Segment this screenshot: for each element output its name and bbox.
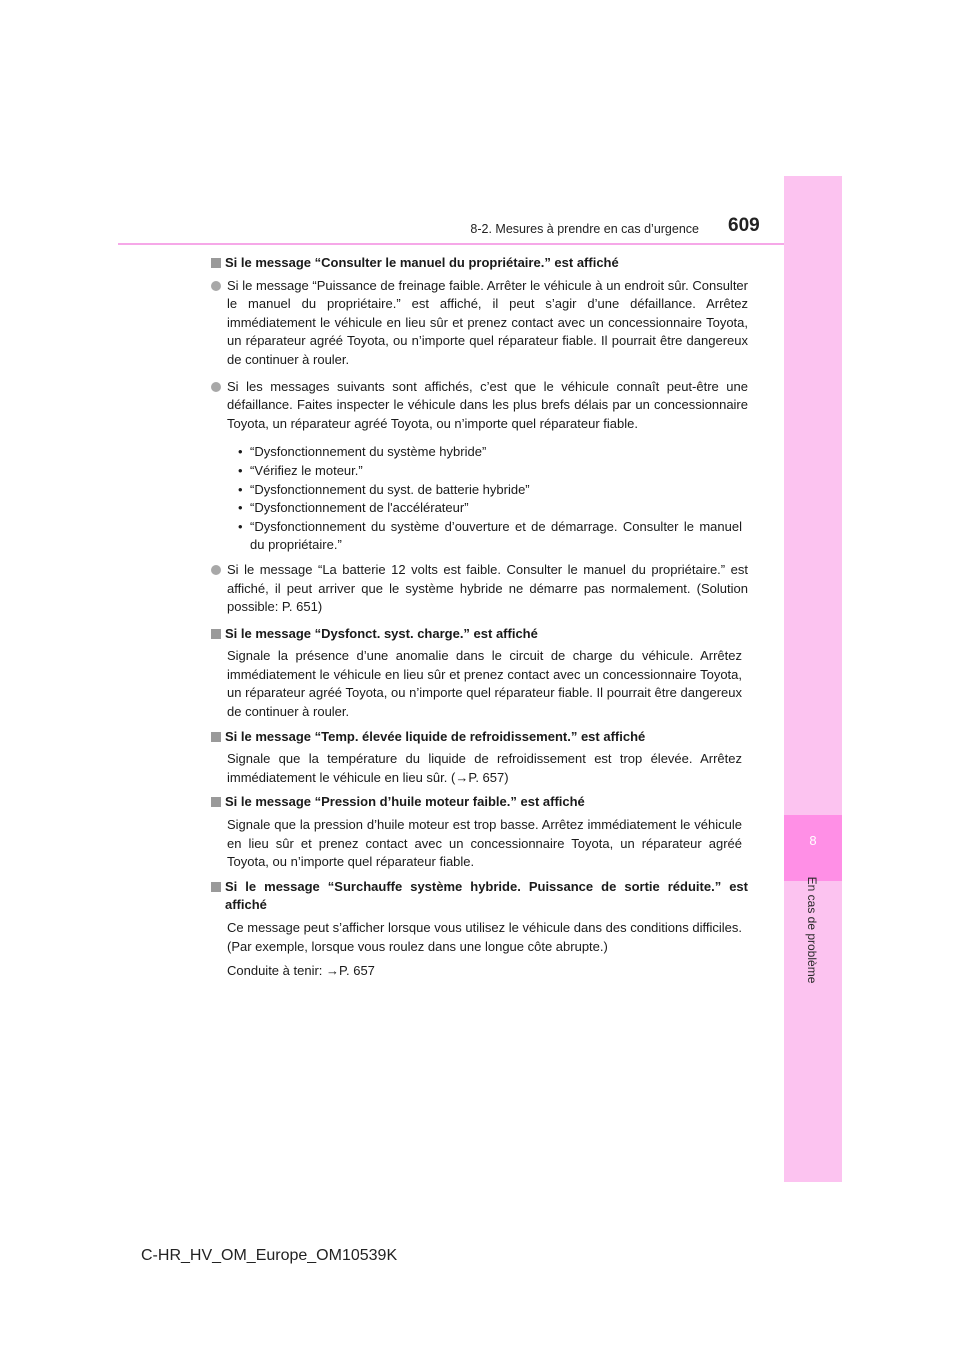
message-list <box>211 443 748 555</box>
list-item: • “Dysfonctionnement du système d’ouverture et de démarrage. Consulter le manuel du propriétaire.” <box>238 518 748 555</box>
chapter-title: En cas de problème <box>805 876 819 984</box>
page-number: 609 <box>728 215 760 236</box>
section-heading: Si le message “Surchauffe système hybride. Puissance de sortie réduite.” est affiché <box>211 878 748 915</box>
chapter-number: 8 <box>809 833 817 848</box>
footer-doc-id: C-HR_HV_OM_Europe_OM10539K <box>141 1247 398 1264</box>
square-bullet-icon <box>211 797 221 807</box>
section-heading: Si le message “Temp. élevée liquide de refroidissement.” est affiché <box>211 728 748 747</box>
square-bullet-icon <box>211 732 221 742</box>
section-text: Ce message peut s’afficher lorsque vous utilisez le véhicule dans des conditions difficiles. (Par exemple, lorsque vous roulez dans une longue côte abrupte.) <box>227 920 742 954</box>
square-bullet-icon <box>211 629 221 639</box>
bullet-item: Si le message “La batterie 12 volts est faible. Consulter le manuel du propriétaire.” est affiché, il peut arriver que le système hybride ne démarre pas normalement. (Solution possible: P. 651) <box>211 561 748 617</box>
list-item: • “Dysfonctionnement du syst. de batterie hybride” <box>238 481 748 500</box>
section-text: Signale que la température du liquide de refroidissement est trop élevée. Arrêtez immédiatement le véhicule en lieu sûr. (→P. 657) <box>227 751 742 785</box>
list-item: • “Dysfonctionnement de l'accélérateur” <box>238 499 748 518</box>
page-content <box>211 250 748 987</box>
header-section: 8-2. Mesures à prendre en cas d’urgence <box>470 222 699 236</box>
square-bullet-icon <box>211 882 221 892</box>
circle-bullet-icon <box>211 565 221 575</box>
section-heading: Si le message “Dysfonct. syst. charge.” est affiché <box>211 625 748 644</box>
section-text: Signale que la pression d’huile moteur est trop basse. Arrêtez immédiatement le véhicule en lieu sûr et prenez contact avec un concessionnaire Toyota, un réparateur agréé Toyota, ou n’importe quel réparateur fiable. <box>227 817 742 870</box>
square-bullet-icon <box>211 258 221 268</box>
circle-bullet-icon <box>211 281 221 291</box>
bullet-item: Si le message “Puissance de freinage faible. Arrêter le véhicule à un endroit sûr. Consulter le manuel du propriétaire.” est affiché, il peut s’agir d’une défaillance. Arrêtez immédiatement le véhicule en lieu sûr et prenez contact avec un concessionnaire Toyota, un réparateur agréé Toyota, ou n’importe quel réparateur fiable. Il pourrait être dangereux de continuer à rouler. <box>211 277 748 370</box>
section-text: Signale la présence d’une anomalie dans le circuit de charge du véhicule. Arrêtez immédiatement le véhicule en lieu sûr et prenez contact avec un concessionnaire Toyota, un réparateur agréé Toyota, ou n’importe quel réparateur fiable. Il pourrait être dangereux de continuer à rouler. <box>227 648 742 720</box>
section-text: Conduite à tenir: →P. 657 <box>227 963 375 979</box>
circle-bullet-icon <box>211 382 221 392</box>
bullet-item: Si les messages suivants sont affichés, c’est que le véhicule connaît peut-être une défaillance. Faites inspecter le véhicule dans les plus brefs délais par un concessionnaire Toyota, un réparateur agréé Toyota, ou n’importe quel réparateur fiable. <box>211 378 748 434</box>
list-item: • “Dysfonctionnement du système hybride” <box>238 443 748 462</box>
header-divider <box>118 243 784 245</box>
side-band <box>784 176 842 1182</box>
section-heading: Si le message “Pression d’huile moteur faible.” est affiché <box>211 793 748 812</box>
section-heading: Si le message “Consulter le manuel du propriétaire.” est affiché <box>211 254 748 273</box>
chapter-tab[interactable] <box>784 815 842 881</box>
list-item: • “Vérifiez le moteur.” <box>238 462 748 481</box>
